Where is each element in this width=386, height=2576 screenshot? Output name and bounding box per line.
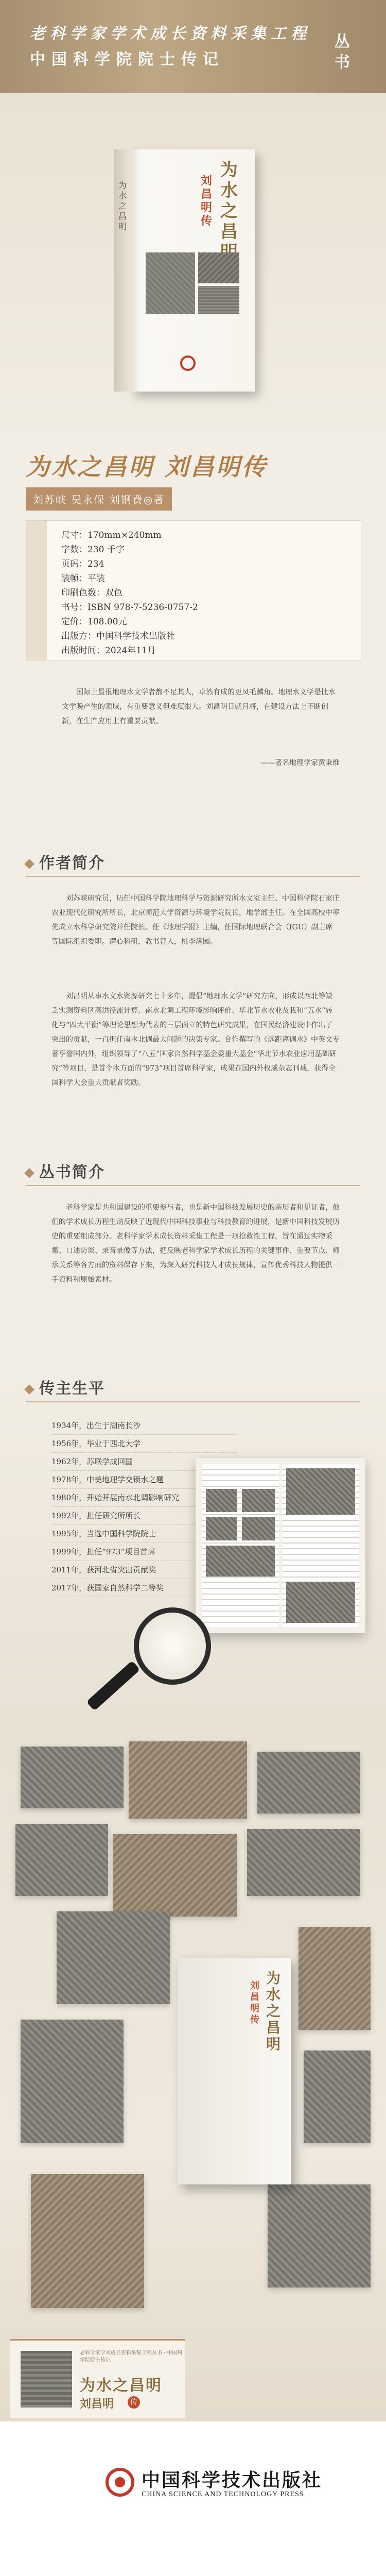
meta-item: 页码：234 bbox=[61, 559, 104, 569]
timeline-item: 1962年，苏联学成回国 bbox=[51, 1453, 237, 1471]
section-title: 作者简介 bbox=[26, 850, 105, 873]
timeline-item: 2011年，获河北省突出贡献奖 bbox=[51, 1561, 237, 1579]
meta-item: 印刷色数：双色 bbox=[61, 588, 122, 598]
timeline-item: 1978年，中美地理学交锁水之题 bbox=[51, 1471, 237, 1489]
gallery-book-title bbox=[265, 1970, 282, 2053]
intro-quote-source: ——著名地理学家黄秉维 bbox=[260, 759, 340, 767]
book-info-section bbox=[0, 433, 386, 835]
gallery-photo bbox=[268, 2184, 371, 2287]
gallery-photo bbox=[15, 1824, 108, 1896]
cover-photo bbox=[198, 286, 239, 314]
gallery-photo bbox=[299, 1927, 371, 2030]
title-char: 为 bbox=[220, 160, 238, 180]
gallery-book-cover bbox=[178, 1958, 291, 2184]
timeline-item: 1992年，担任研究所所长 bbox=[51, 1507, 237, 1525]
title-char: 昌 bbox=[266, 2019, 280, 2036]
cover-photo bbox=[146, 252, 195, 314]
author-portrait bbox=[21, 2351, 72, 2408]
gallery-photo bbox=[304, 2050, 371, 2143]
name-char: 刘 bbox=[200, 174, 212, 188]
meta-item: 尺寸：170mm×240mm bbox=[61, 530, 162, 540]
spine-title: 为水之昌明 bbox=[118, 180, 127, 231]
author-section bbox=[0, 840, 386, 1149]
magnifier-icon bbox=[134, 1607, 211, 1685]
timeline-item: 2017年，获国家自然科学二等奖 bbox=[51, 1579, 237, 1597]
cover-photo bbox=[198, 252, 239, 283]
meta-item: 装帧：平装 bbox=[61, 573, 105, 584]
title-char: 昌 bbox=[220, 222, 238, 242]
meta-item: 书号：ISBN 978-7-5236-0757-2 bbox=[61, 602, 198, 613]
meta-stripe bbox=[26, 521, 47, 660]
series-para: 老科学家是共和国建设的重要参与者，也是新中国科技发展历史的亲历者和见证者，他们的学术成长历程生动反映了近现代中国科技事业与科技教育的进展，是新中国科技发展历史的重要组成部分。老科学家学术成长资料采集工程是一项抢救性工程，旨在通过实物采集、口述访谈、录音录像等方法，把反映老科学家学术成长历程的关键事件、重要节点、师承关系等各方面的资料保存下来，为深入研究科技人才成长规律，宣传优秀科技人物提供一手资料和原始素材。 bbox=[51, 1204, 340, 1284]
timeline-item: 1980年，开始开展南水北调影响研究 bbox=[51, 1489, 237, 1507]
publisher-name-en: CHINA SCIENCE AND TECHNOLOGY PRESS bbox=[142, 2490, 304, 2498]
book-title-card bbox=[10, 2339, 185, 2418]
section-title: 传主生平 bbox=[26, 1376, 105, 1398]
gallery-book-name bbox=[249, 1980, 261, 2026]
timeline-item: 1995年，当选中国科学院院士 bbox=[51, 1525, 237, 1543]
series-suffix-char: 丛 bbox=[335, 33, 350, 51]
title-char: 水 bbox=[266, 1986, 280, 2003]
book-authors: 刘苏峡 吴永保 刘钢费◎著 bbox=[26, 487, 172, 511]
series-title-line1: 老科学家学术成长资料采集工程 bbox=[30, 25, 311, 43]
footer bbox=[0, 2421, 386, 2576]
spread-photo bbox=[242, 1517, 275, 1540]
gallery-photo bbox=[129, 1741, 247, 1819]
timeline-item: 1999年，担任“973”项目首席 bbox=[51, 1543, 237, 1561]
spread-photo bbox=[206, 1489, 237, 1512]
card-title: 为水之昌明 bbox=[80, 2377, 162, 2395]
spread-photo bbox=[286, 1582, 355, 1623]
card-name: 刘昌明 bbox=[80, 2397, 114, 2411]
title-char: 之 bbox=[266, 2003, 280, 2020]
gallery-photo bbox=[257, 1752, 360, 1814]
title-char: 之 bbox=[220, 201, 238, 222]
name-char: 传 bbox=[200, 214, 212, 228]
series-suffix-char: 书 bbox=[335, 54, 350, 72]
timeline-item: 1934年，出生于湖南长沙 bbox=[51, 1417, 237, 1435]
spread-photo bbox=[286, 1468, 355, 1515]
card-series-text: 老科学家学术成长资料采集工程丛书 · 中国科学院院士传记 bbox=[80, 2350, 183, 2363]
book-spread-image bbox=[196, 1458, 365, 1633]
section-divider bbox=[26, 1185, 360, 1186]
name-char: 刘 bbox=[250, 1980, 259, 1991]
series-section bbox=[0, 1154, 386, 1365]
book-meta-list bbox=[61, 528, 198, 658]
spread-photo bbox=[206, 1546, 275, 1577]
title-char: 为 bbox=[266, 1970, 280, 1987]
section-divider bbox=[26, 876, 360, 877]
life-section bbox=[0, 1370, 386, 1731]
name-char: 传 bbox=[250, 2014, 259, 2025]
author-para: 刘昌明从事水文水资源研究七十多年，提倡“地理水文学”研究方向，形成以西北等缺乏实测资料区高洪径流计算、南水北调工程环境影响评价、华北节水农业及我和“五水”转化与“四大平衡”等理论思想为代表的三层面立的特色研究成果，在国民经济建设中作出了突出的贡献，一直担任南水北调最大问题的决策专家。合作撰写的《远距离调水》中英文专著享誉国内外，组织领导了“八五”国家自然科学基金委重大基金“华北节水农业应用基础研究”等项目，是首个水方面的“973”项目首席科学家，成果在国内外权威杂志刊载，获得全国科学大会重大贡献者奖励。 bbox=[51, 992, 340, 1087]
publisher-logo-icon bbox=[180, 355, 196, 371]
magnifier-handle bbox=[86, 1660, 140, 1711]
author-para: 刘苏峡研究员，历任中国科学院地理科学与资源研究所水文室主任、中国科学院石家庄农业现代化研究所所长，北京师范大学资源与环境学院院长，地学部主任。在全国高校中率先成立水科学研究院并任院长。任《地理学报》主编，任国际地理联合会（IGU）副主席等国际组织委职。潜心科研，教书育人，桃李满园。 bbox=[51, 894, 340, 946]
series-title-line2: 中国科学院院士传记 bbox=[30, 50, 224, 69]
gallery-photo bbox=[31, 2174, 144, 2308]
title-char: 明 bbox=[266, 2036, 280, 2053]
meta-item: 定价：108.00元 bbox=[61, 617, 127, 627]
cover-author-name bbox=[199, 174, 214, 228]
title-char: 水 bbox=[220, 180, 238, 201]
cover-book-title bbox=[219, 160, 239, 263]
gallery-section bbox=[0, 1731, 386, 2421]
name-char: 昌 bbox=[250, 1992, 259, 2003]
meta-item: 字数：230 千字 bbox=[61, 545, 125, 555]
book-title: 为水之昌明 刘昌明传 bbox=[26, 453, 268, 481]
series-suffix bbox=[329, 32, 355, 73]
publisher-logo-icon bbox=[106, 2468, 134, 2497]
gallery-photo bbox=[21, 2020, 124, 2143]
book-cover bbox=[118, 149, 255, 392]
gallery-photo bbox=[113, 1834, 237, 1917]
spread-photo bbox=[206, 1517, 237, 1540]
meta-item: 出版时间：2024年11月 bbox=[61, 646, 156, 656]
name-char: 明 bbox=[200, 201, 212, 214]
book-meta-box bbox=[26, 520, 361, 660]
timeline-item: 1956年，毕业于西北大学 bbox=[51, 1435, 237, 1453]
card-badge: 传 bbox=[128, 2396, 140, 2409]
section-divider bbox=[26, 1401, 360, 1402]
name-char: 昌 bbox=[200, 188, 212, 201]
name-char: 明 bbox=[250, 2003, 259, 2014]
publisher-name-cn: 中国科学技术出版社 bbox=[142, 2469, 323, 2491]
gallery-photo bbox=[247, 1829, 360, 1896]
section-title: 丛书简介 bbox=[26, 1159, 105, 1182]
gallery-photo bbox=[57, 1911, 170, 2004]
spread-photo bbox=[242, 1489, 275, 1512]
meta-item: 出版方：中国科学技术出版社 bbox=[61, 631, 175, 641]
gallery-photo bbox=[21, 1747, 124, 1808]
intro-quote: 国际上最很地理水文学者都不足其人，卓然有成的更凤毛麟角。地理水文学是比水文学晚产生的领域，有重要意义但难度很大。刘昌明日就月将，在建设方法上不断创新，在生产应用上有重要贡献。 bbox=[62, 688, 336, 725]
cover-section bbox=[0, 93, 386, 433]
